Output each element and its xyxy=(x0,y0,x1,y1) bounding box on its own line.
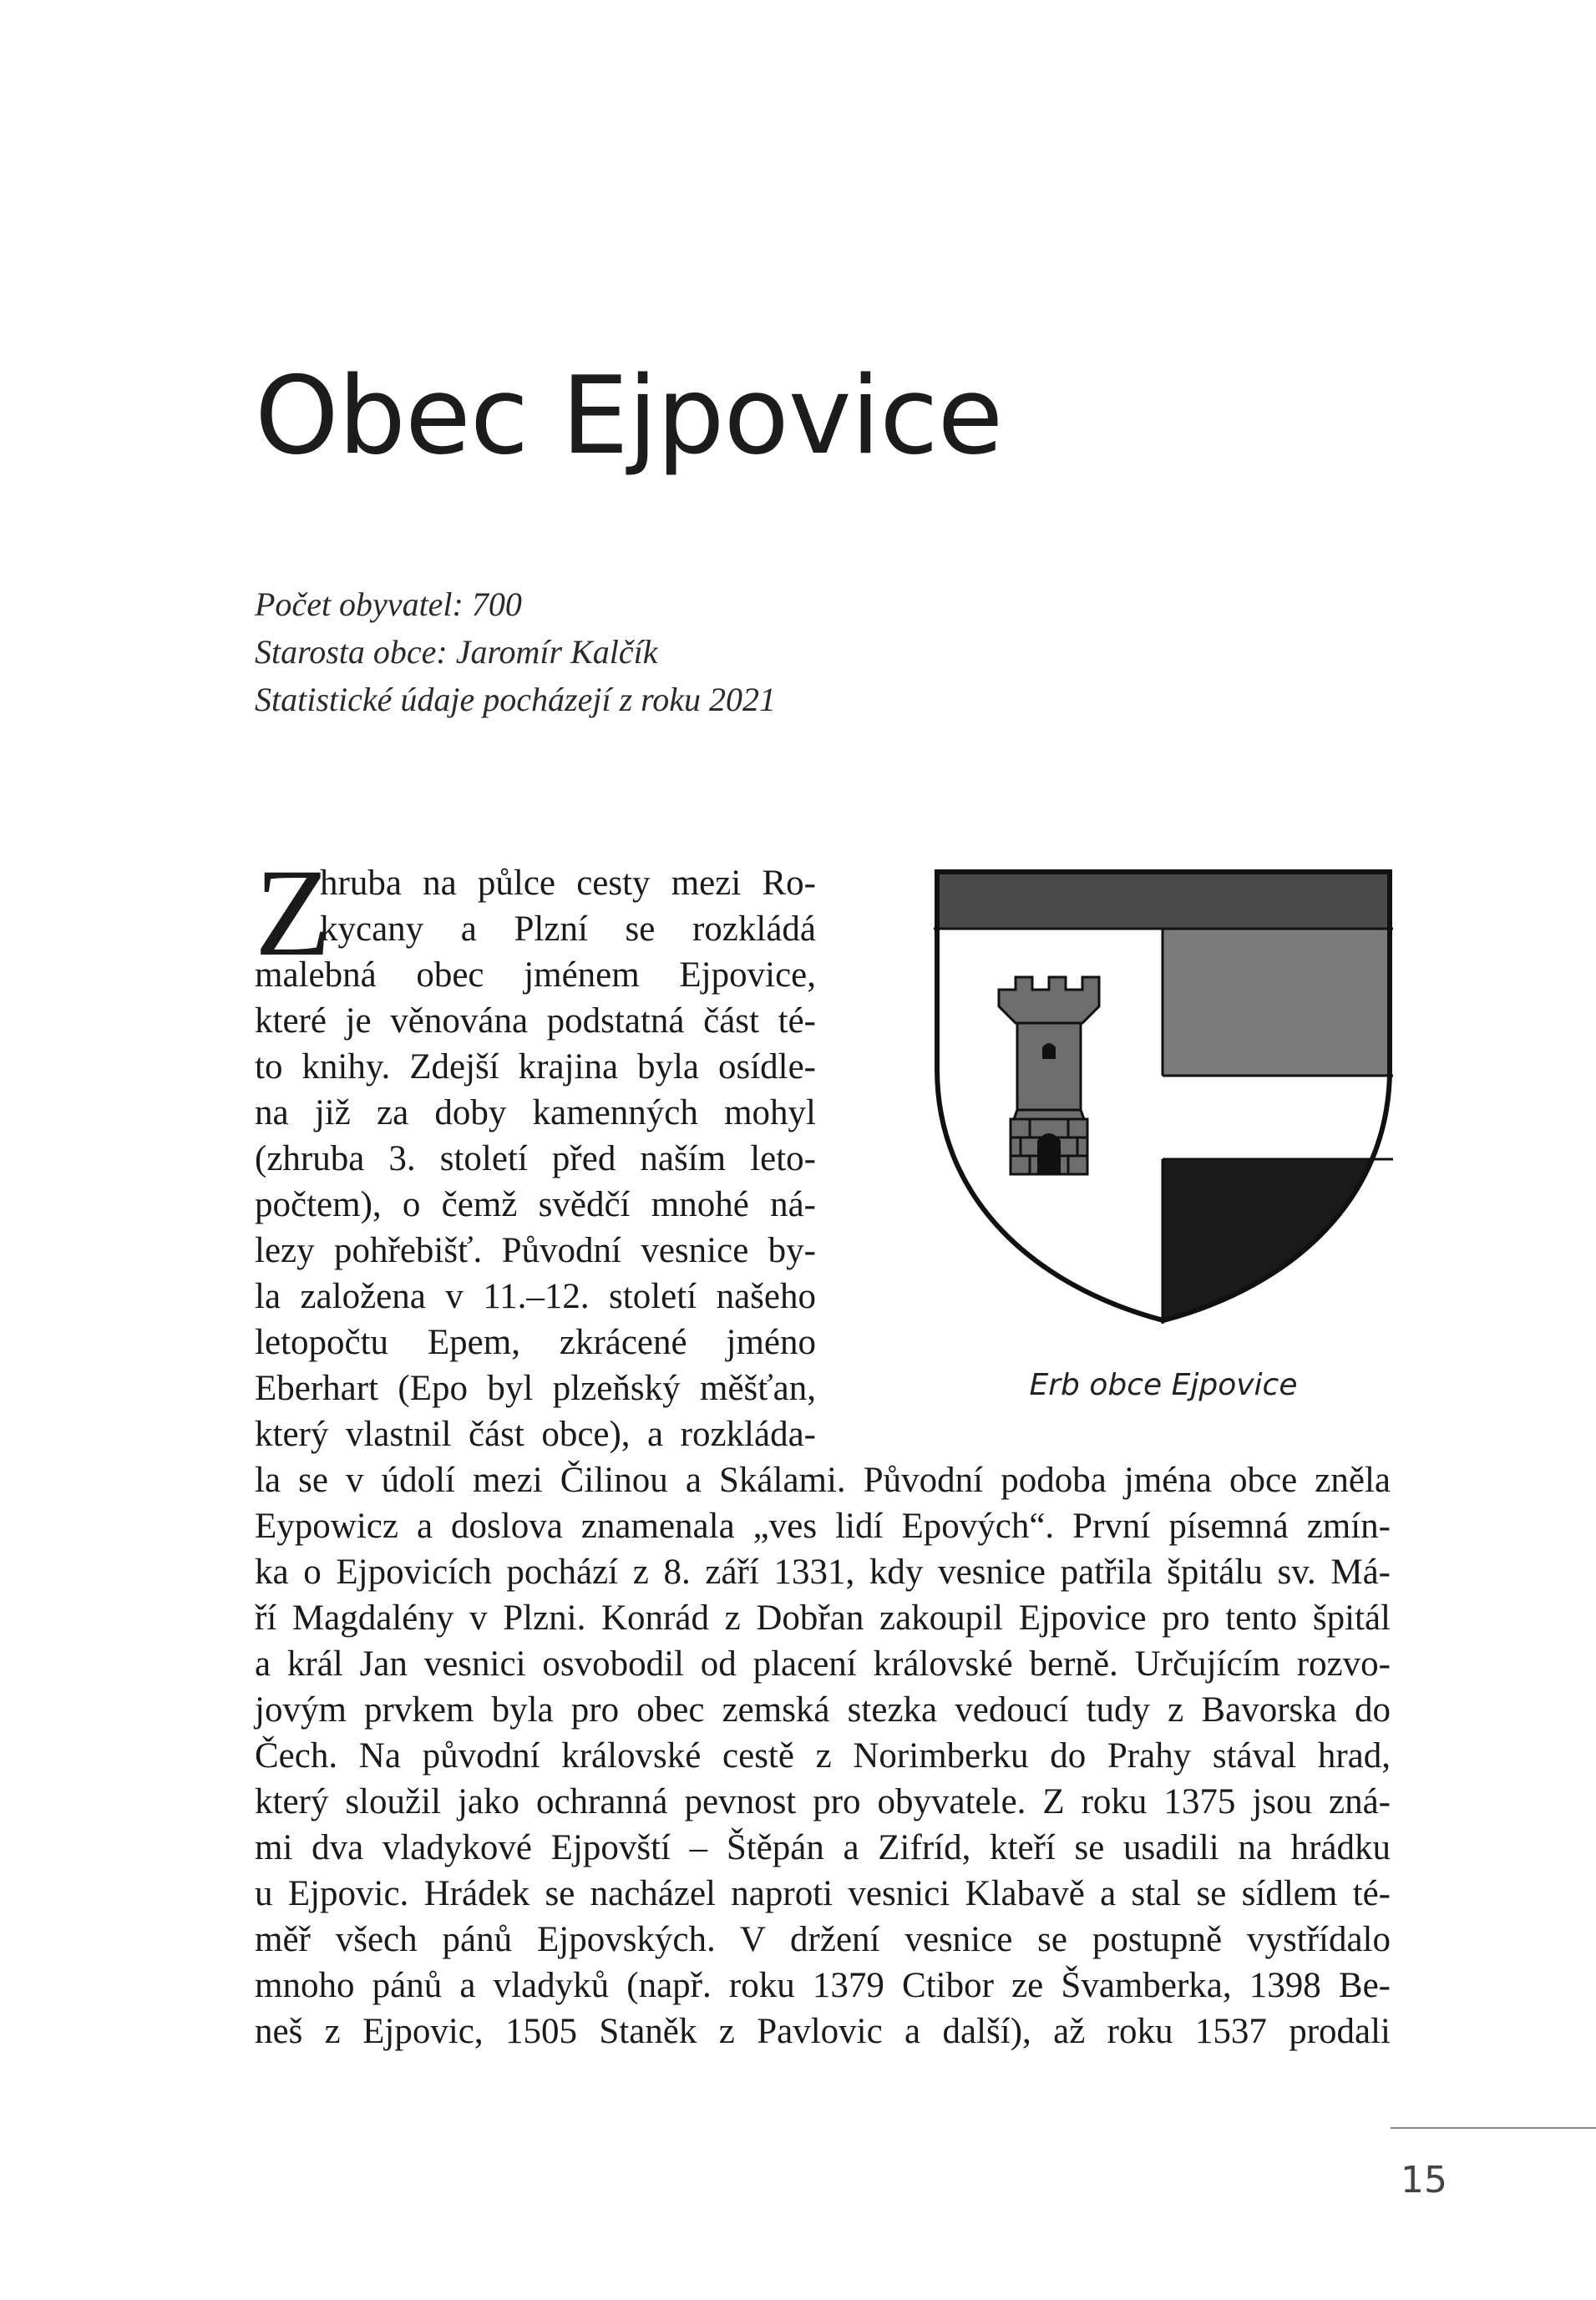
page-title: Obec Ejpovice xyxy=(255,354,1003,479)
text-line: lezy pohřebišť. Původní vesnice by- xyxy=(255,1231,816,1270)
text-line: které je věnována podstatná část té- xyxy=(255,1001,816,1041)
coat-of-arms-caption: Erb obce Ejpovice xyxy=(1029,1368,1298,1402)
text-line: Eberhart (Epo byl plzeňský měšťan, xyxy=(255,1369,816,1408)
mayor-line: Starosta obce: Jaromír Kalčík xyxy=(255,633,658,671)
tower-gate xyxy=(1037,1133,1061,1174)
text-line: ří Magdalény v Plzni. Konrád z Dobřan zakoupil Ejpovice pro tento špitál xyxy=(255,1598,1391,1638)
text-line: měř všech pánů Ejpovských. V držení vesnice se postupně vystřídalo xyxy=(255,1920,1391,1959)
text-line: na již za doby kamenných mohyl xyxy=(255,1093,816,1132)
footer-divider xyxy=(1391,2127,1596,2129)
text-line: neš z Ejpovic, 1505 Staněk z Pavlovic a další), až roku 1537 prodali xyxy=(255,2012,1391,2051)
statistics-source-line: Statistické údaje pocházejí z roku 2021 xyxy=(255,681,776,718)
text-line: la založena v 11.–12. století našeho xyxy=(255,1277,816,1316)
text-line: hruba na půlce cesty mezi Ro- xyxy=(320,864,816,903)
text-line: la se v údolí mezi Čilinou a Skálami. Původní podoba jména obce zněla xyxy=(255,1461,1391,1500)
text-line: mi dva vladykové Ejpovští – Štěpán a Zifríd, kteří se usadili na hrádku xyxy=(255,1828,1391,1867)
text-line: letopočtu Epem, zkrácené jméno xyxy=(255,1323,816,1362)
text-line: malebná obec jménem Ejpovice, xyxy=(255,955,816,995)
drop-cap: Z xyxy=(255,844,332,982)
text-line: kycany a Plzní se rozkládá xyxy=(320,909,816,949)
text-line: a král Jan vesnici osvobodil od placení královské berně. Určujícím rozvo- xyxy=(255,1644,1391,1684)
tower-window xyxy=(1042,1043,1056,1059)
text-line: u Ejpovic. Hrádek se nacházel naproti vesnici Klabavě a stal se sídlem té- xyxy=(255,1874,1391,1913)
population-line: Počet obyvatel: 700 xyxy=(255,585,522,623)
text-line: který vlastnil část obce), a rozkláda- xyxy=(255,1415,816,1454)
body-text-full-width xyxy=(255,1457,1391,2054)
shield-quarter-upper-right xyxy=(1163,929,1393,1076)
page-number: 15 xyxy=(1401,2159,1447,2201)
text-line: mnoho pánů a vladyků (např. roku 1379 Ctibor ze Švamberka, 1398 Be- xyxy=(255,1966,1391,2005)
coat-of-arms-image xyxy=(934,869,1393,1324)
text-line: počtem), o čemž svědčí mnohé ná- xyxy=(255,1185,816,1224)
text-line: Eypowicz a doslova znamenala „ves lidí Epových“. První písemná zmín- xyxy=(255,1507,1391,1546)
text-line: (zhruba 3. století před naším leto- xyxy=(255,1139,816,1178)
text-line: ka o Ejpovicích pochází z 8. září 1331, kdy vesnice patřila špitálu sv. Má- xyxy=(255,1553,1391,1592)
body-text-column xyxy=(255,860,816,1457)
text-line: jovým prvkem byla pro obec zemská stezka vedoucí tudy z Bavorska do xyxy=(255,1690,1391,1730)
shield-chief xyxy=(934,869,1393,929)
text-line: Čech. Na původní královské cestě z Norimberku do Prahy stával hrad, xyxy=(255,1736,1391,1776)
text-line: to knihy. Zdejší krajina byla osídle- xyxy=(255,1047,816,1087)
municipality-stats xyxy=(255,580,1006,723)
text-line: který sloužil jako ochranná pevnost pro obyvatele. Z roku 1375 jsou zná- xyxy=(255,1782,1391,1821)
